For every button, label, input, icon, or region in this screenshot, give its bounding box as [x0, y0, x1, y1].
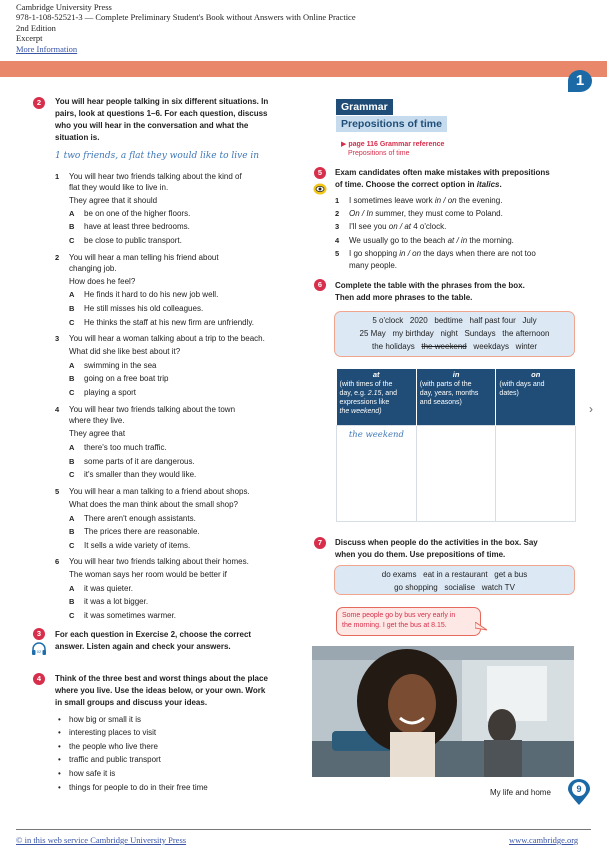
exercise-6-instruction-line: Complete the table with the phrases from the box. — [335, 281, 525, 290]
phrase-box — [334, 311, 575, 357]
grammar-reference[interactable] — [341, 141, 444, 158]
option-letter: A — [69, 584, 75, 593]
audio-headphones-icon[interactable] — [31, 641, 47, 657]
bullet: • — [58, 755, 61, 764]
sentence-text: I'll see you — [349, 222, 389, 231]
question-text: You will hear a man talking to a friend about shops. — [69, 487, 250, 496]
activity-box-line: go shopping socialise watch TV — [394, 583, 515, 592]
phrase-box-line — [339, 340, 570, 353]
option-letter: B — [69, 457, 75, 466]
exercise-3-number: 3 — [33, 628, 45, 640]
exercise-3-instruction-line: answer. Listen again and check your answers. — [55, 642, 231, 651]
sentence-text: the evening. — [456, 196, 503, 205]
isbn-line: 978-1-108-52521-3 — Complete Preliminary Student's Book without Answers with Online Practice — [16, 12, 356, 23]
question-text: where they live. — [69, 416, 125, 425]
option-letter: A — [69, 361, 75, 370]
bullet-item: how big or small it is — [69, 715, 142, 724]
grammar-reference-page: page 116 Grammar reference — [348, 141, 445, 148]
option-text: it was quieter. — [84, 584, 133, 593]
question-number: 2 — [55, 253, 60, 262]
option-text: swimming in the sea — [84, 361, 157, 370]
exercise-2-number: 2 — [33, 97, 45, 109]
speech-bubble — [336, 607, 481, 636]
exercise-5-instruction-line — [335, 180, 502, 191]
option-text: It sells a wide variety of items. — [84, 541, 191, 550]
prepositions-table — [336, 369, 576, 522]
option-letter: C — [69, 388, 75, 397]
bullet: • — [58, 783, 61, 792]
unit-badge: 1 — [568, 70, 592, 92]
footer-divider — [16, 829, 591, 830]
bullet: • — [58, 742, 61, 751]
option-letter: B — [69, 527, 75, 536]
phrase-crossed-out: the weekend — [421, 342, 467, 351]
sentence-option[interactable]: On / In — [349, 209, 374, 218]
question-text: changing job. — [69, 264, 117, 273]
exercise-2-instruction-line: situation is. — [55, 133, 100, 142]
sentence — [349, 209, 503, 220]
answer-cell-on[interactable] — [496, 425, 576, 521]
sentence — [349, 236, 514, 247]
item-number: 4 — [335, 236, 340, 245]
sentence-continuation: many people. — [349, 261, 398, 270]
exercise-7-number: 7 — [314, 537, 326, 549]
exercise-6-instruction-line: Then add more phrases to the table. — [335, 293, 473, 302]
audio-track-number: 02 — [36, 649, 42, 654]
option-letter: B — [69, 304, 75, 313]
option-text: have at least three bedrooms. — [84, 222, 190, 231]
question-text: They agree that it should — [69, 196, 158, 205]
answer-cell-at[interactable] — [337, 425, 417, 521]
question-text: You will hear two friends talking about their homes. — [69, 557, 249, 566]
sentence-text: I sometimes leave work — [349, 196, 435, 205]
option-letter: C — [69, 611, 75, 620]
question-number: 6 — [55, 557, 60, 566]
description-line: day, years, months — [419, 390, 479, 397]
question-text: How does he feel? — [69, 277, 136, 286]
exam-tip-eye-icon — [313, 182, 327, 194]
option-text: There aren't enough assistants. — [84, 514, 196, 523]
instruction-text: of time. Choose the correct option in — [335, 180, 477, 189]
column-header-on: on — [496, 369, 576, 379]
description-line: dates) — [499, 390, 519, 397]
option-text: it was sometimes warmer. — [84, 611, 177, 620]
description-line: (with parts of the — [419, 381, 472, 388]
sentence-text: the days when there are not too — [421, 249, 536, 258]
exercise-6-number: 6 — [314, 279, 326, 291]
option-letter: B — [69, 222, 75, 231]
question-number: 5 — [55, 487, 60, 496]
phrase-box-line: 5 o'clock 2020 bedtime half past four July — [372, 316, 537, 325]
page-banner — [0, 61, 607, 77]
page-number-marker — [567, 779, 591, 806]
bullet-item: how safe it is — [69, 769, 116, 778]
column-description-in — [416, 379, 496, 425]
column-header-in: in — [416, 369, 496, 379]
option-text: He finds it hard to do his new job well. — [84, 290, 219, 299]
option-letter: C — [69, 236, 75, 245]
option-letter: B — [69, 597, 75, 606]
more-information-link[interactable]: More Information — [16, 43, 78, 54]
document-header — [16, 2, 356, 54]
description-line: the weekend) — [339, 408, 382, 415]
sentence-text: I go shopping — [349, 249, 400, 258]
exercise-7-instruction-line: when you do them. Use prepositions of time. — [335, 550, 506, 559]
question-number: 1 — [55, 172, 60, 181]
bullet: • — [58, 728, 61, 737]
activity-box-line: do exams eat in a restaurant get a bus — [381, 570, 528, 579]
exercise-2-instruction-line: You will hear people talking in six different situations. In — [55, 97, 269, 106]
description-line: (with times of the — [339, 381, 393, 388]
exercise-3-instruction-line: For each question in Exercise 2, choose the correct — [55, 630, 252, 639]
question-text: They agree that — [69, 429, 126, 438]
sentence-option[interactable]: at / in — [447, 236, 468, 245]
bullet: • — [58, 769, 61, 778]
sentence — [349, 249, 536, 260]
edition: 2nd Edition — [16, 22, 56, 33]
option-text: The prices there are reasonable. — [84, 527, 200, 536]
description-line: day, e.g. 2.15, and — [339, 390, 397, 397]
sentence-text: summer, they must come to Poland. — [373, 209, 503, 218]
bullet-item: traffic and public transport — [69, 755, 161, 764]
option-text: going on a free boat trip — [84, 374, 169, 383]
option-text: be close to public transport. — [84, 236, 182, 245]
column-description-on — [496, 379, 576, 425]
question-text: What does the man think about the small shop? — [69, 500, 238, 509]
option-letter: A — [69, 443, 75, 452]
sentence — [349, 196, 502, 207]
option-text: be on one of the higher floors. — [84, 209, 191, 218]
cambridge-website-link[interactable]: www.cambridge.org — [509, 835, 579, 845]
sentence-text: 4 o'clock. — [411, 222, 447, 231]
exercise-4-instruction-line: in small groups and discuss your ideas. — [55, 698, 208, 707]
grammar-tag: Grammar — [336, 99, 393, 115]
option-text: it's smaller than they would like. — [84, 470, 197, 479]
instruction-text: . — [499, 180, 502, 189]
exercise-2-instruction-line: who you will hear in the conversation and what the — [55, 121, 249, 130]
question-text: You will hear two friends talking about the town — [69, 405, 236, 414]
option-text: there's too much traffic. — [84, 443, 167, 452]
handwritten-example-answer: 1 two friends, a flat they would like to live in — [55, 151, 260, 161]
exercise-5-number: 5 — [314, 167, 326, 179]
instruction-italic: italics — [476, 180, 500, 189]
sentence-option[interactable]: on / at — [388, 222, 412, 231]
exercise-4-instruction-line: Think of the three best and worst things about the place — [55, 674, 268, 683]
sentence-text: We usually go to the beach — [349, 236, 448, 245]
option-letter: A — [69, 514, 75, 523]
question-text: What did she like best about it? — [69, 347, 181, 356]
option-letter: A — [69, 290, 75, 299]
option-text: playing a sport — [84, 388, 137, 397]
bullet: • — [58, 715, 61, 724]
exercise-7-instruction-line: Discuss when people do the activities in the box. Say — [335, 538, 538, 547]
option-letter: C — [69, 470, 75, 479]
description-line: (with days and — [499, 381, 545, 388]
speech-bubble-line: Some people go by bus very early in — [342, 612, 456, 619]
item-number: 3 — [335, 222, 340, 231]
description-line: expressions like — [339, 399, 390, 406]
question-text: The woman says her room would be better if — [69, 570, 227, 579]
question-text: flat they would like to live in. — [69, 183, 169, 192]
photo-woman-on-bus — [312, 646, 574, 777]
option-text: some parts of it are dangerous. — [84, 457, 195, 466]
exercise-2-instruction-line: pairs, look at questions 1–6. For each question, discuss — [55, 109, 268, 118]
sentence-text: the morning. — [467, 236, 514, 245]
sentence-option[interactable]: in / on — [434, 196, 457, 205]
speech-bubble-line: the morning. I get the bus at 8.15. — [342, 622, 447, 629]
publisher: Cambridge University Press — [16, 2, 112, 12]
arrow-right-icon: ▶ — [341, 141, 349, 148]
grammar-title: Prepositions of time — [336, 116, 447, 132]
chevron-right-icon[interactable]: › — [589, 402, 593, 416]
item-number: 5 — [335, 249, 340, 258]
question-number: 4 — [55, 405, 60, 414]
page-number: 9 — [576, 784, 582, 794]
question-text: You will hear a man telling his friend about — [69, 253, 219, 262]
option-letter: A — [69, 209, 75, 218]
bullet-item: the people who live there — [69, 742, 158, 751]
question-number: 3 — [55, 334, 60, 343]
exercise-4-instruction-line: where you live. Use the ideas below, or your own. Work — [55, 686, 266, 695]
column-header-at: at — [337, 369, 417, 379]
speech-bubble-tail — [475, 622, 487, 632]
bullet-item: interesting places to visit — [69, 728, 157, 737]
question-text: You will hear a woman talking about a trip to the beach. — [69, 334, 265, 343]
sentence — [349, 222, 446, 233]
option-text: He still misses his old colleagues. — [84, 304, 204, 313]
page-section-label: My life and home — [490, 788, 551, 797]
option-text: He thinks the staff at his new firm are unfriendly. — [84, 318, 255, 327]
activity-box — [334, 565, 575, 595]
item-number: 1 — [335, 196, 340, 205]
excerpt-label: Excerpt — [16, 33, 43, 44]
exercise-5-instruction-line: Exam candidates often make mistakes with prepositions — [335, 168, 550, 177]
option-letter: B — [69, 374, 75, 383]
phrase-text: the holidays — [372, 342, 422, 351]
column-description-at — [337, 379, 417, 425]
answer-cell-in[interactable] — [416, 425, 496, 521]
grammar-reference-topic: Prepositions of time — [348, 149, 410, 157]
description-line: and seasons) — [419, 399, 462, 406]
item-number: 2 — [335, 209, 340, 218]
option-text: it was a lot bigger. — [84, 597, 149, 606]
option-letter: C — [69, 541, 75, 550]
bullet-item: things for people to do in their free time — [69, 783, 208, 792]
phrase-text: weekdays winter — [466, 342, 537, 351]
exercise-4-number: 4 — [33, 673, 45, 685]
copyright-link[interactable]: © in this web service Cambridge University Press — [16, 835, 187, 845]
option-letter: C — [69, 318, 75, 327]
phrase-box-line: 25 May my birthday night Sundays the afternoon — [359, 329, 550, 338]
handwritten-answer: the weekend — [348, 429, 404, 440]
sentence-option[interactable]: in / on — [399, 249, 422, 258]
question-text: You will hear two friends talking about the kind of — [69, 172, 242, 181]
